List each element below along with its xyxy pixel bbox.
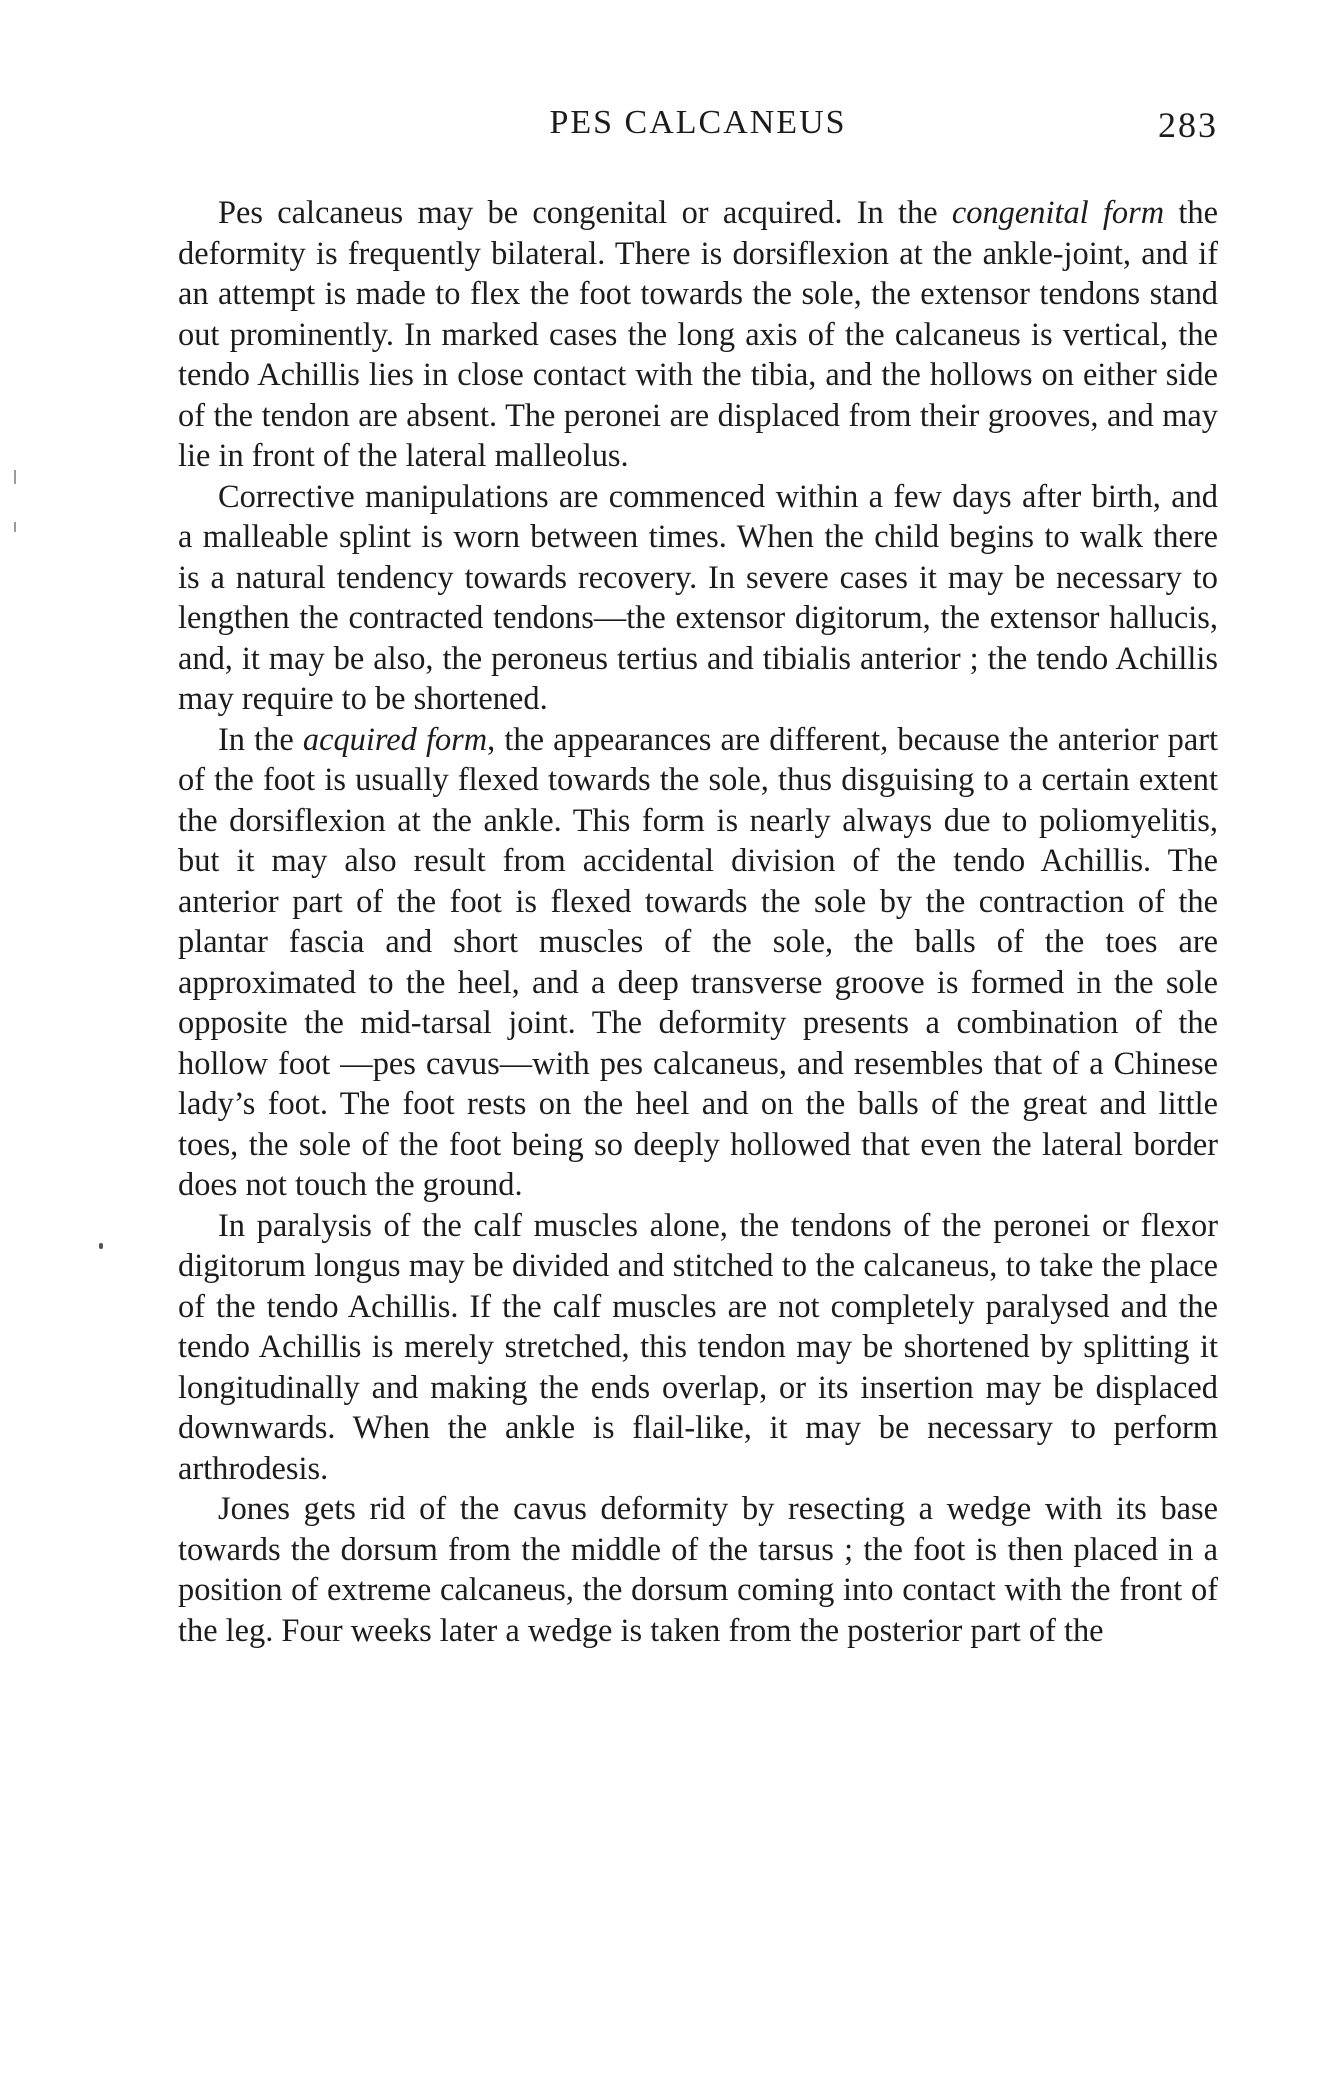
paragraph-text: In paralysis of the calf muscles alone, the tendons of the peronei or flexor digitorum longus may be divided and stitched to the calcaneus, to take the place of the tendo Achillis. If the calf muscles are not completely paralysed and the tendo Achillis is merely stretched, this tendon may be shortened by splitting it longitudinally and making the ends overlap, or its insertion may be displaced downwards. When the ankle is flail-like, it may be necessary to perform arthrodesis.: [178, 1207, 1218, 1487]
paragraph: [178, 477, 1218, 720]
margin-scan-mark: [14, 470, 16, 484]
paragraph-text: the deformity is frequently bilateral. There is dorsiflexion at the ankle-joint, and if an attempt is made to flex the foot towards the sole, the extensor tendons stand out prominently. In marked cases the long axis of the calcaneus is vertical, the tendo Achillis lies in close contact with the tibia, and the hollows on either side of the tendon are absent. The peronei are displaced from their grooves, and may lie in front of the lateral malleolus.: [178, 195, 1218, 474]
italic-term: congenital form: [951, 195, 1165, 231]
running-head: PES CALCANEUS: [549, 104, 847, 141]
italic-term: acquired form: [302, 721, 488, 758]
paragraph: [178, 1489, 1218, 1651]
paragraph-text: Pes calcaneus may be congenital or acquired. In the: [218, 195, 952, 231]
page-header: [178, 104, 1218, 144]
paragraph: [178, 720, 1218, 1206]
paragraph-text: Jones gets rid of the cavus deformity by resecting a wedge with its base towards the dorsum from the middle of the tarsus ; the foot is then placed in a position of extreme calcaneus, the dorsum coming into contact with the front of the leg. Four weeks later a wedge is taken from the posterior part of the: [178, 1491, 1218, 1649]
page-number: 283: [1158, 105, 1218, 145]
margin-scan-dot: [99, 1243, 103, 1249]
margin-scan-mark: [14, 522, 16, 532]
body-text: [178, 193, 1218, 1651]
paragraph-text: Corrective manipulations are commenced within a few days after birth, and a malleable splint is worn between times. When the child begins to walk there is a natural tendency towards recovery. In severe cases it may be necessary to lengthen the contracted tendons—the extensor digitorum, the extensor hallucis, and, it may be also, the peroneus tertius and tibialis anterior ; the tendo Achillis may require to be shortened.: [178, 478, 1218, 717]
paragraph-text: , the appearances are different, because the anterior part of the foot is usually flexed towards the sole, thus disguising to a certain extent the dorsiflexion at the ankle. This form is nearly always due to poliomyelitis, but it may also result from accidental division of the tendo Achillis. The anterior part of the foot is flexed towards the sole by the contraction of the plantar fascia and short muscles of the sole, the balls of the toes are approximated to the heel, and a deep transverse groove is formed in the sole opposite the mid-tarsal joint. The deformity presents a combination of the hollow foot —pes cavus—with pes calcaneus, and resembles that of a Chinese lady’s foot. The foot rests on the heel and on the balls of the great and little toes, the sole of the foot being so deeply hollowed that even the lateral border does not touch the ground.: [178, 721, 1219, 1203]
paragraph-text: In the: [218, 721, 303, 758]
paragraph: [178, 193, 1218, 477]
paragraph: [178, 1206, 1218, 1490]
